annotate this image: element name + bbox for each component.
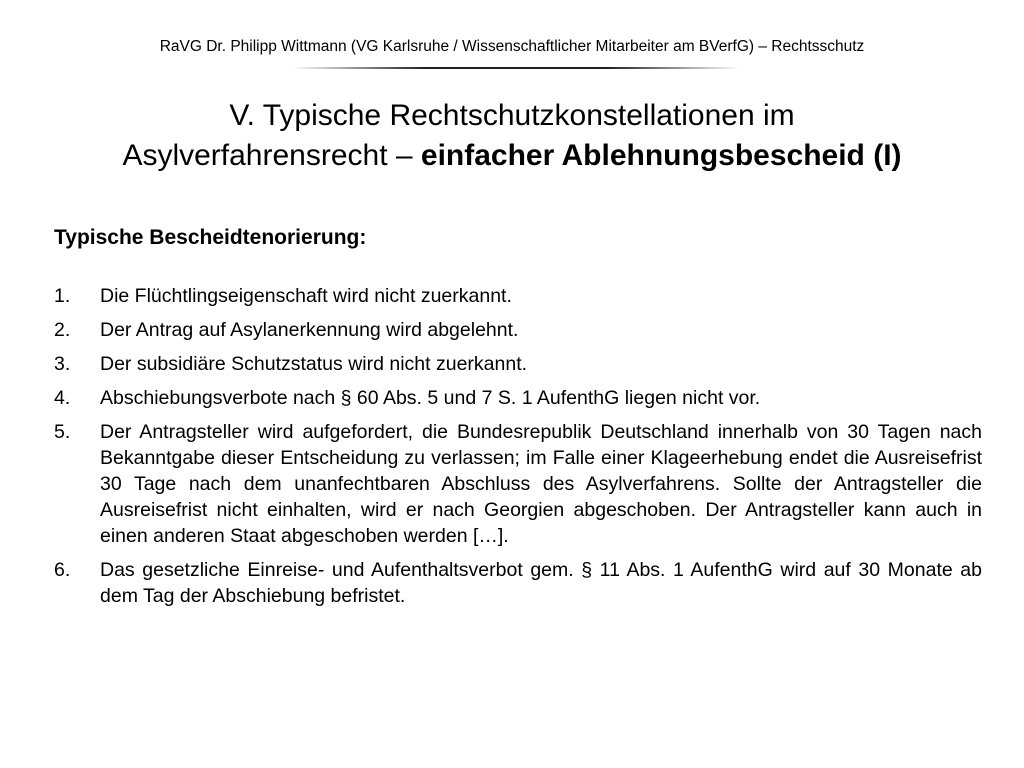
- title-line-2-regular: Asylverfahrensrecht –: [122, 139, 421, 172]
- list-item-number: 3.: [54, 353, 71, 375]
- tenor-list: [54, 283, 982, 617]
- list-item: [54, 419, 982, 549]
- list-item-number: 5.: [54, 421, 71, 443]
- list-item-text: Der subsidiäre Schutzstatus wird nicht zuerkannt.: [100, 353, 528, 375]
- title-line-2: [0, 136, 1024, 176]
- title-line-1: V. Typische Rechtschutzkonstellationen im: [229, 99, 795, 132]
- title-line-2-bold: einfacher Ablehnungsbescheid (I): [420, 139, 902, 172]
- list-item-text: Abschiebungsverbote nach § 60 Abs. 5 und 7 S. 1 AufenthG liegen nicht vor.: [100, 387, 761, 409]
- list-item: [54, 283, 982, 309]
- slide-header: RaVG Dr. Philipp Wittmann (VG Karlsruhe / Wissenschaftlicher Mitarbeiter am BVerfG) – Rechtsschutz: [159, 38, 865, 55]
- section-subheading: Typische Bescheidtenorierung:: [54, 226, 367, 249]
- list-item-number: 2.: [54, 319, 71, 341]
- list-item-number: 6.: [54, 559, 71, 581]
- list-item-number: 4.: [54, 387, 71, 409]
- list-item-number: 1.: [54, 285, 71, 307]
- list-item: [54, 317, 982, 343]
- list-item-text: Das gesetzliche Einreise- und Aufenthaltsverbot gem. § 11 Abs. 1 AufenthG wird auf 30 Monate ab dem Tag der Abschiebung befristet.: [100, 559, 982, 607]
- list-item-text: Der Antragsteller wird aufgefordert, die Bundesrepublik Deutschland innerhalb von 30 Tagen nach Bekanntgabe dieser Entscheidung zu verlassen; im Falle einer Klageerhebung endet die Ausreisefrist 30 Tage nach dem unanfechtbaren Abschluss des Asylverfahrens. Sollte der Antragsteller die Ausreisefrist nicht einhalten, wird er nach Georgien abgeschoben. Der Antragsteller kann auch in einen anderen Staat abgeschoben werden […].: [100, 421, 982, 547]
- list-item-text: Der Antrag auf Asylanerkennung wird abgelehnt.: [100, 319, 519, 341]
- list-item: [54, 385, 982, 411]
- header-divider: [292, 67, 740, 69]
- list-item: [54, 557, 982, 609]
- list-item: [54, 351, 982, 377]
- slide-title: [0, 96, 1024, 176]
- list-item-text: Die Flüchtlingseigenschaft wird nicht zuerkannt.: [100, 285, 512, 307]
